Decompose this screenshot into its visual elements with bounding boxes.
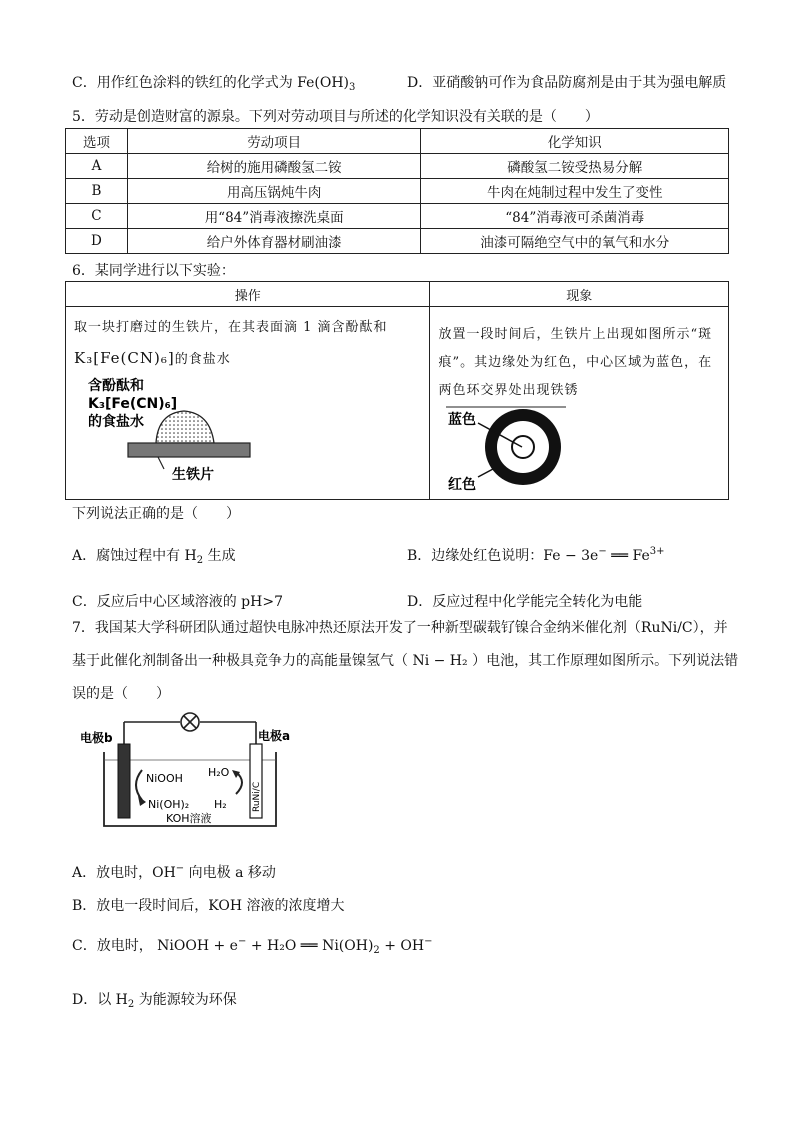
q6-option-a: A．腐蚀过程中有 $H_2$ 生成 [72,548,236,566]
q4-option-d: D．亚硝酸钠可作为食品防腐剂是由于其为强电解质 [407,75,727,91]
table-header-row [66,129,729,154]
fig-label: 电极b [80,731,113,745]
droplet-figure [76,375,276,485]
q7-option-c: C．放电时， NiOOH + e− + H₂O ══ $Ni(OH)_2 + OH^-$ [72,936,433,956]
table-cell: D [66,229,128,254]
fig-label: 电极a [258,729,291,743]
q7-option-b: B．放电一段时间后，KOH 溶液的浓度增大 [72,898,345,914]
q6-option-d: D．反应过程中化学能完全转化为电能 [407,594,643,610]
battery-diagram [80,710,310,835]
fig-label: 蓝色 [448,412,477,428]
bulb-icon [181,713,199,731]
fig-label: 含酚酞和 [88,378,144,394]
fig-label: RuNi/C [252,781,262,812]
table-header: 化学知识 [421,129,729,154]
fig-label: 生铁片 [172,467,214,483]
phenomenon-cell [430,307,729,500]
table-cell: 油漆可隔绝空气中的氧气和水分 [421,229,729,254]
table-cell: 给户外体育器材刷油漆 [127,229,421,254]
fig-label: H₂O [208,766,230,779]
fig-label: 的食盐水 [88,414,144,430]
table-cell: 牛肉在炖制过程中发生了变性 [421,179,729,204]
fig-label: H₂ [214,798,227,811]
q7-stem-line2: 基于此催化剂制备出一种极具竞争力的高能量镍氢气（ Ni − H₂ ）电池，其工作原理如图所示。下列说法错 [72,653,739,669]
q6-table [65,281,729,500]
fig-label: 红色 [448,477,477,493]
q5-table [65,128,729,254]
operation-formula: K₃[Fe(CN)₆] [74,349,175,367]
fig-label: K₃[Fe(CN)₆] [88,396,178,412]
fig-label: NiOOH [146,772,183,785]
operation-text-2: 的食盐水 [174,352,231,367]
table-header: 操作 [66,282,430,307]
q6-option-b: B．边缘处红色说明：Fe − 3e− ══ $Fe^{3+}$ [407,546,665,564]
table-cell: 磷酸氢二铵受热易分解 [421,154,729,179]
q6-prompt: 下列说法正确的是（ ） [72,506,240,522]
table-header: 选项 [66,129,128,154]
q7-stem-line1: 7．我国某大学科研团队通过超快电脉冲热还原法开发了一种新型碳载钌镍合金纳米催化剂（RuNi/C），并 [72,620,728,636]
q4-option-c: C．用作红色涂料的铁红的化学式为 $Fe(OH)_3$ [72,75,356,93]
table-cell: “84”消毒液可杀菌消毒 [421,204,729,229]
table-cell: 用“84”消毒液擦洗桌面 [127,204,421,229]
table-row [66,229,729,254]
operation-text: 取一块打磨过的生铁片，在其表面滴 1 滴含酚酞和 [74,320,388,335]
fig-label: KOH溶液 [166,812,212,825]
table-cell: 用高压锅炖牛肉 [127,179,421,204]
table-cell: B [66,179,128,204]
table-header: 劳动项目 [127,129,421,154]
q5-stem: 5．劳动是创造财富的源泉。下列对劳动项目与所述的化学知识没有关联的是（ ） [72,109,599,125]
table-header: 现象 [430,282,729,307]
table-cell: A [66,154,128,179]
table-row [66,179,729,204]
stain-figure [438,405,588,495]
table-cell: 给树的施用磷酸氢二铵 [127,154,421,179]
q7-option-d: D．以 $H_2$ 为能源较为环保 [72,992,237,1010]
q7-option-a: A．放电时，OH− 向电极 a 移动 [72,863,276,881]
fig-label: Ni(OH)₂ [148,798,190,811]
q6-option-c: C．反应后中心区域溶液的 pH>7 [72,594,283,610]
q6-stem: 6．某同学进行以下实验： [72,263,235,279]
table-row [66,204,729,229]
table-cell: C [66,204,128,229]
table-row [66,154,729,179]
operation-cell [66,307,430,500]
q7-stem-line3: 误的是（ ） [72,686,170,702]
phenomenon-text: 放置一段时间后，生铁片上出现如图所示“斑痕”。其边缘处为红色，中心区域为蓝色，在两色环交界处出现铁锈 [438,327,713,398]
